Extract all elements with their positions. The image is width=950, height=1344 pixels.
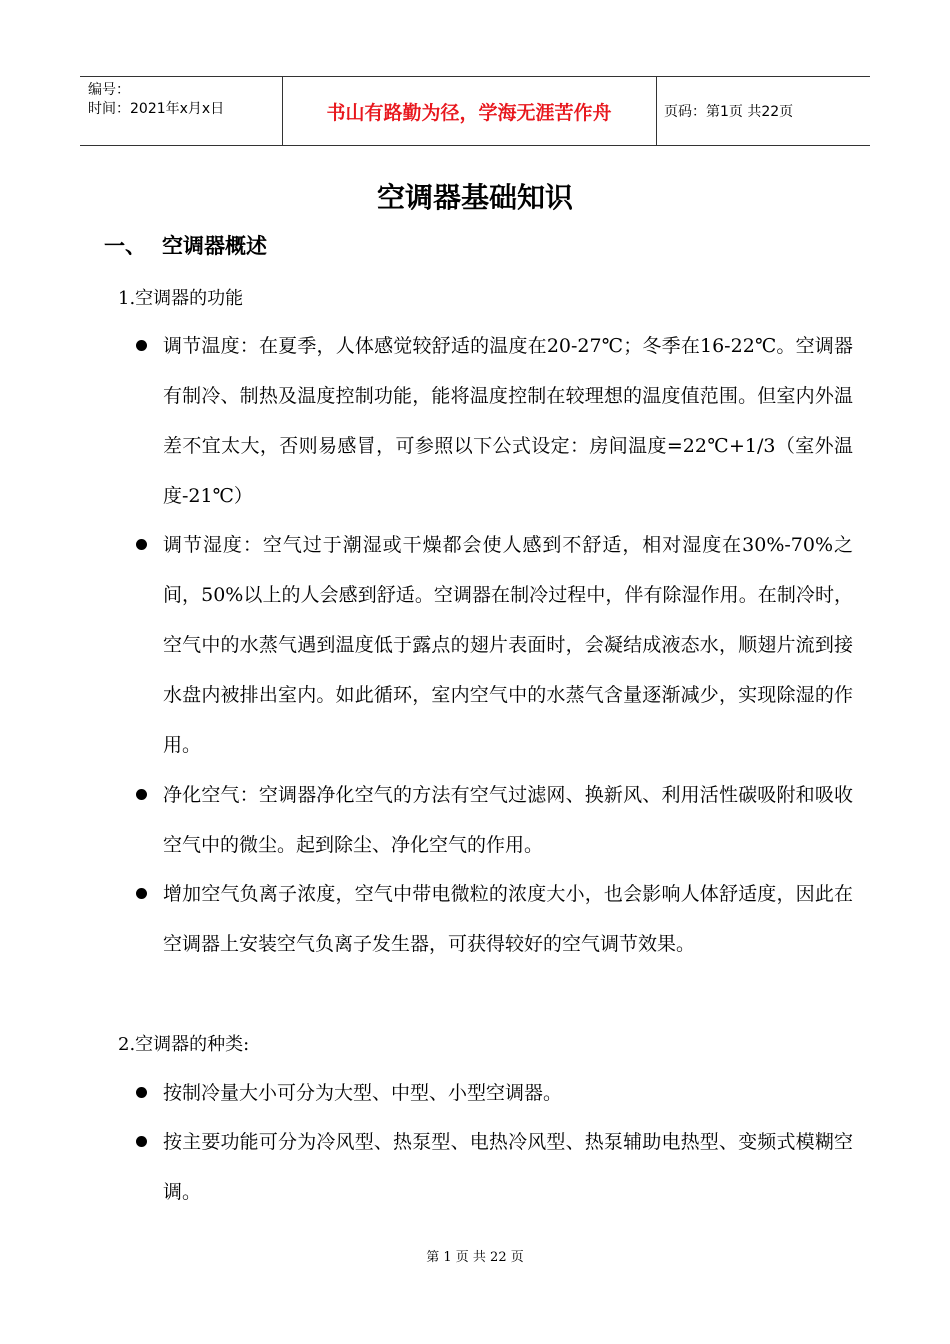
subheading-types: 2.空调器的种类: (118, 1034, 250, 1055)
header-meta (88, 81, 282, 119)
header-divider (656, 77, 657, 145)
section-number: 一、 (104, 234, 146, 258)
header-table (80, 76, 870, 146)
subheading-functions: 1.空调器的功能 (118, 288, 244, 309)
bullet-item: 调节温度：在夏季，人体感觉较舒适的温度在20-27℃；冬季在16-22℃。空调器有制冷、制热及温度控制功能，能将温度控制在较理想的温度值范围。但室内外温差不宜太大，否则易感冒，可参照以下公式设定：房间温度=22℃+1/3（室外温度-21℃） (163, 321, 853, 521)
header-time: 时间：2021年x月x日 (88, 101, 225, 117)
bullet-item: 调节湿度：空气过于潮湿或干燥都会使人感到不舒适，相对湿度在30%-70%之间，50%以上的人会感到舒适。空调器在制冷过程中，伴有除湿作用。在制冷时，空气中的水蒸气遇到温度低于露点的翅片表面时，会凝结成液态水，顺翅片流到接水盘内被排出室内。如此循环，室内空气中的水蒸气含量逐渐减少，实现除湿的作用。 (163, 520, 853, 770)
bullet-item: 净化空气：空调器净化空气的方法有空气过滤网、换新风、利用活性碳吸附和吸收空气中的微尘。起到除尘、净化空气的作用。 (163, 770, 853, 870)
header-page-info: 页码：第1页 共22页 (664, 104, 794, 120)
bullet-item: 增加空气负离子浓度，空气中带电微粒的浓度大小，也会影响人体舒适度，因此在空调器上安装空气负离子发生器，可获得较好的空气调节效果。 (163, 869, 853, 969)
bullet-item: 按主要功能可分为冷风型、热泵型、电热冷风型、热泵辅助电热型、变频式模糊空调。 (163, 1117, 853, 1217)
page-footer: 第 1 页 共 22 页 (426, 1250, 524, 1265)
section-heading-text: 空调器概述 (162, 234, 267, 258)
section-heading (104, 230, 267, 260)
header-motto: 书山有路勤为径，学海无涯苦作舟 (326, 101, 612, 124)
header-number: 编号： (88, 82, 130, 98)
document-title: 空调器基础知识 (376, 181, 573, 214)
bullet-item: 按制冷量大小可分为大型、中型、小型空调器。 (163, 1068, 853, 1118)
